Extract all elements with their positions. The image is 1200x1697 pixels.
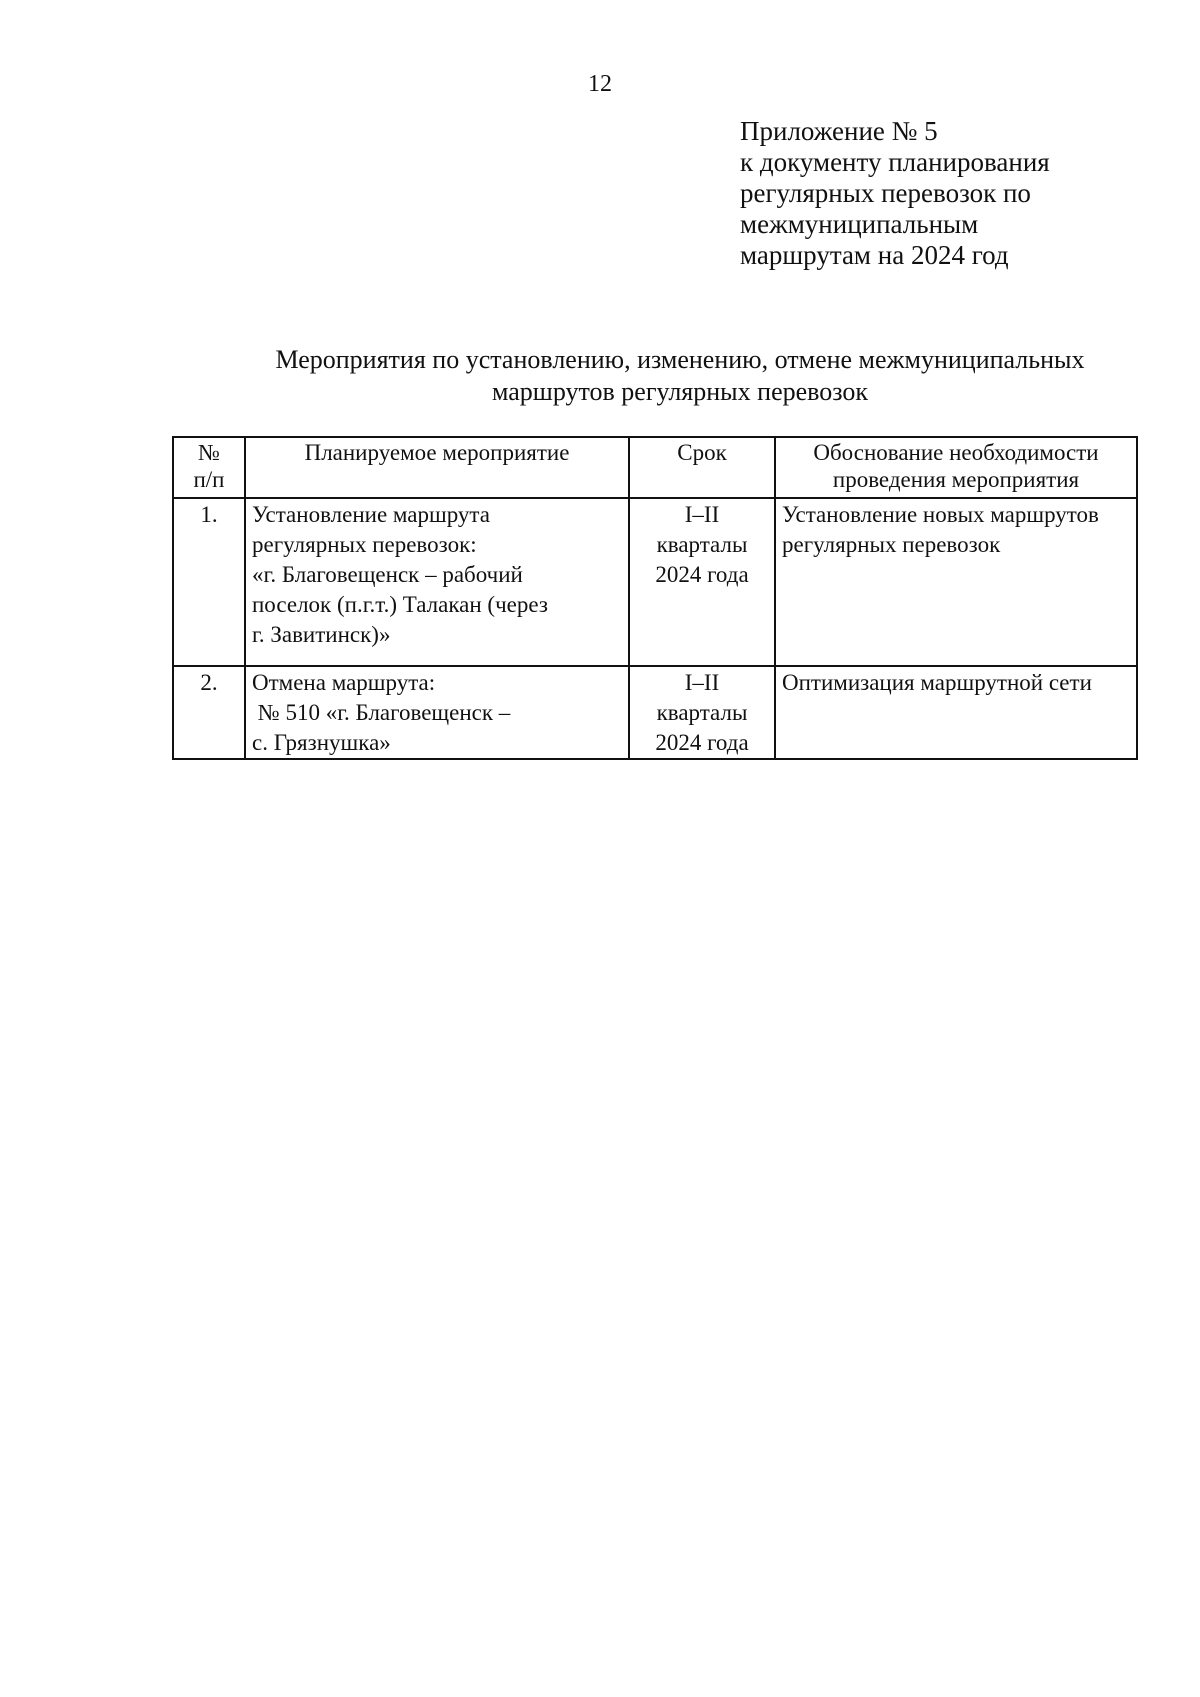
term-line: кварталы [656,532,748,557]
event-line: с. Грязнушка» [252,730,391,755]
event-line: «г. Благовещенск – рабочий [252,562,523,587]
document-title [230,344,1130,408]
cell-term [629,666,775,759]
term-line: I–II [684,502,720,527]
table-row [173,498,1137,666]
header-planned-event: Планируемое мероприятие [245,437,629,498]
event-line: регулярных перевозок: [252,532,477,557]
page-number: 12 [588,71,612,97]
header-reason [775,437,1137,498]
title-line: Мероприятия по установлению, изменению, отмене межмуниципальных [275,345,1085,374]
header-number-line: п/п [193,467,225,492]
event-line: г. Завитинск)» [252,622,391,647]
header-reason-line: Обоснование необходимости [813,440,1099,465]
event-line: поселок (п.г.т.) Талакан (через [252,592,548,617]
table-row [173,666,1137,759]
term-line: кварталы [656,700,748,725]
reason-line: регулярных перевозок [782,532,1001,557]
appendix-line: маршрутам на 2024 год [740,240,1009,270]
reason-line: Установление новых маршрутов [782,502,1099,527]
appendix-line: Приложение № 5 [740,116,938,146]
reason-line: Оптимизация маршрутной сети [782,670,1092,695]
appendix-line: к документу планирования [740,147,1050,177]
header-number-line: № [198,440,220,465]
cell-event [245,498,629,666]
event-line: Установление маршрута [252,502,490,527]
header-term: Срок [629,437,775,498]
measures-table [172,436,1138,760]
cell-reason [775,498,1137,666]
table-header-row [173,437,1137,498]
header-number [173,437,245,498]
cell-number: 1. [173,498,245,666]
cell-number: 2. [173,666,245,759]
appendix-header [740,116,1050,271]
appendix-line: межмуниципальным [740,209,979,239]
term-line: 2024 года [655,730,749,755]
term-line: 2024 года [655,562,749,587]
cell-term [629,498,775,666]
term-line: I–II [684,670,720,695]
title-line: маршрутов регулярных перевозок [491,377,868,406]
event-line: Отмена маршрута: [252,670,436,695]
header-reason-line: проведения мероприятия [832,467,1080,492]
event-line: № 510 «г. Благовещенск – [252,700,511,725]
cell-event [245,666,629,759]
cell-reason [775,666,1137,759]
appendix-line: регулярных перевозок по [740,178,1031,208]
